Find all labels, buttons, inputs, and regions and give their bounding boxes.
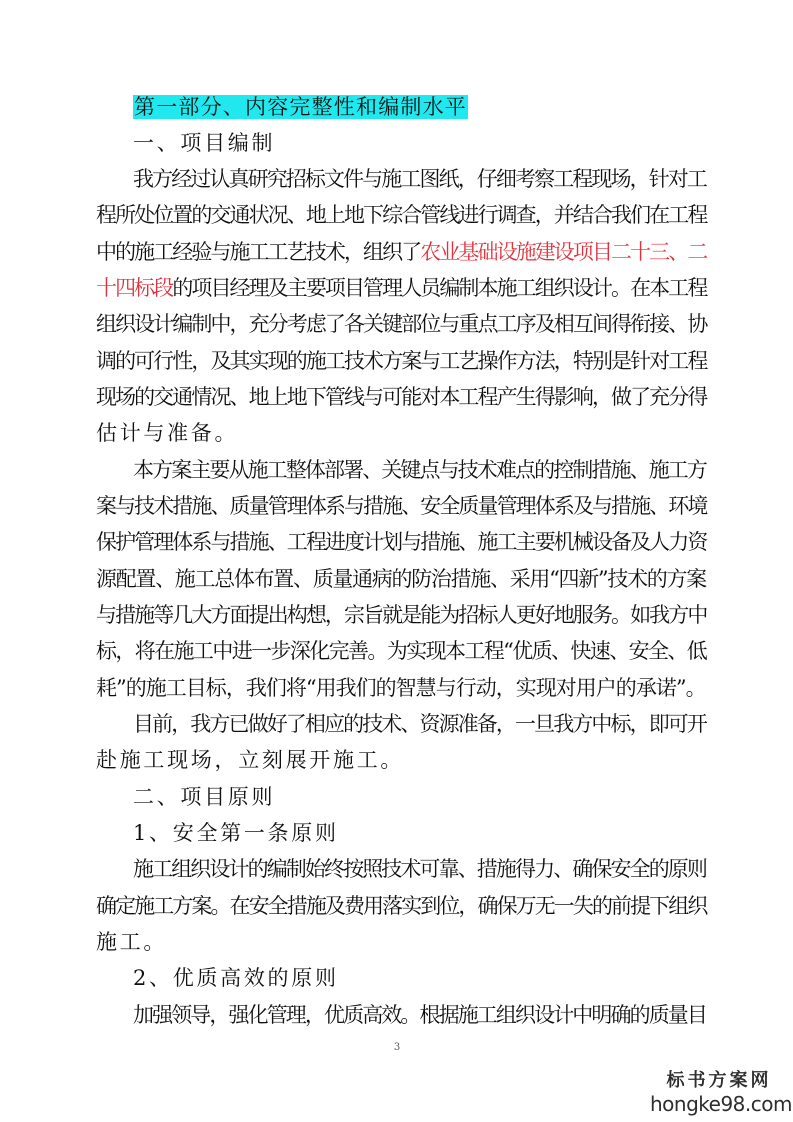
paragraph-1-line-1: 我方经过认真研究招标文件与施工图纸，仔细考察工程现场，针对工: [133, 167, 706, 191]
paragraph-1-line-8: 估计与准备。: [96, 421, 239, 445]
paragraph-2-line-4: 源配置、施工总体布置、质量通病的防治措施、采用“四新”技术的方案: [96, 567, 706, 591]
principle-1-title: 1、安全第一条原则: [133, 821, 339, 845]
paragraph-3-line-1: 目前，我方已做好了相应的技术、资源准备，一旦我方中标，即可开: [133, 712, 706, 736]
watermark-logo: [650, 1070, 792, 1116]
paragraph-2-line-3: 保护管理体系与措施、工程进度计划与措施、施工主要机械设备及人力资: [96, 530, 707, 554]
paragraph-1-text: 中的施工经验与施工工艺技术，组织了: [96, 240, 421, 264]
paragraph-2-line-1: 本方案主要从施工整体部署、关键点与技术难点的控制措施、施工方: [133, 458, 706, 482]
paragraph-4-line-3: 施工。: [96, 930, 168, 954]
paragraph-1-line-7: 现场的交通情况、地上地下管线与可能对本工程产生得影响，做了充分得: [96, 385, 707, 409]
paragraph-1-line-6: 调的可行性，及其实现的施工技术方案与工艺操作方法，特别是针对工程: [96, 349, 707, 373]
paragraph-2-line-6: 标，将在施工中进一步深化完善。为实现本工程“优质、快速、安全、低: [96, 639, 707, 663]
paragraph-4-line-1: 施工组织设计的编制始终按照技术可靠、措施得力、确保安全的原则: [133, 857, 706, 881]
paragraph-2-line-2: 案与技术措施、质量管理体系与措施、安全质量管理体系及与措施、环境: [96, 494, 707, 518]
principle-2-title: 2、优质高效的原则: [133, 966, 339, 990]
paragraph-1-text: 的项目经理及主要项目管理人员编制本施工组织设计。在本工程: [172, 276, 707, 300]
watermark-cn: 标书方案网: [666, 1070, 772, 1091]
paragraph-1-line-4: [96, 273, 706, 303]
paragraph-3-line-2: 赴施工现场，立刻展开施工。: [96, 748, 405, 772]
page-number: 3: [393, 1042, 401, 1053]
paragraph-2-line-5: 与措施等几大方面提出构想，宗旨就是能为招标人更好地服务。如我方中: [96, 603, 707, 627]
paragraph-1-line-5: 组织设计编制中，充分考虑了各关键部位与重点工序及相互间得衔接、协: [96, 312, 707, 336]
paragraph-2-line-7: 耗”的施工目标，我们将“用我们的智慧与行动，实现对用户的承诺”。: [96, 676, 706, 700]
paragraph-1-line-3: [96, 237, 706, 267]
watermark-url: hongke98.com: [650, 1092, 792, 1116]
paragraph-4-line-2: 确定施工方案。在安全措施及费用落实到位，确保万无一失的前提下组织: [96, 894, 707, 918]
section-heading: 第一部分、内容完整性和编制水平: [134, 95, 467, 119]
subheading-project-principles: 二、项目原则: [133, 785, 276, 809]
paragraph-5-line-1: 加强领导，强化管理，优质高效。根据施工组织设计中明确的质量目: [133, 1003, 706, 1027]
project-name-highlight-cont: 十四标段: [96, 276, 173, 300]
paragraph-1-line-2: 程所处位置的交通状况、地上地下综合管线进行调查，并结合我们在工程: [96, 203, 707, 227]
section-heading-line: [133, 92, 706, 122]
project-name-highlight: 农业基础设施建设项目二十三、二: [420, 240, 707, 264]
subheading-project-compilation: 一、项目编制: [133, 131, 276, 155]
